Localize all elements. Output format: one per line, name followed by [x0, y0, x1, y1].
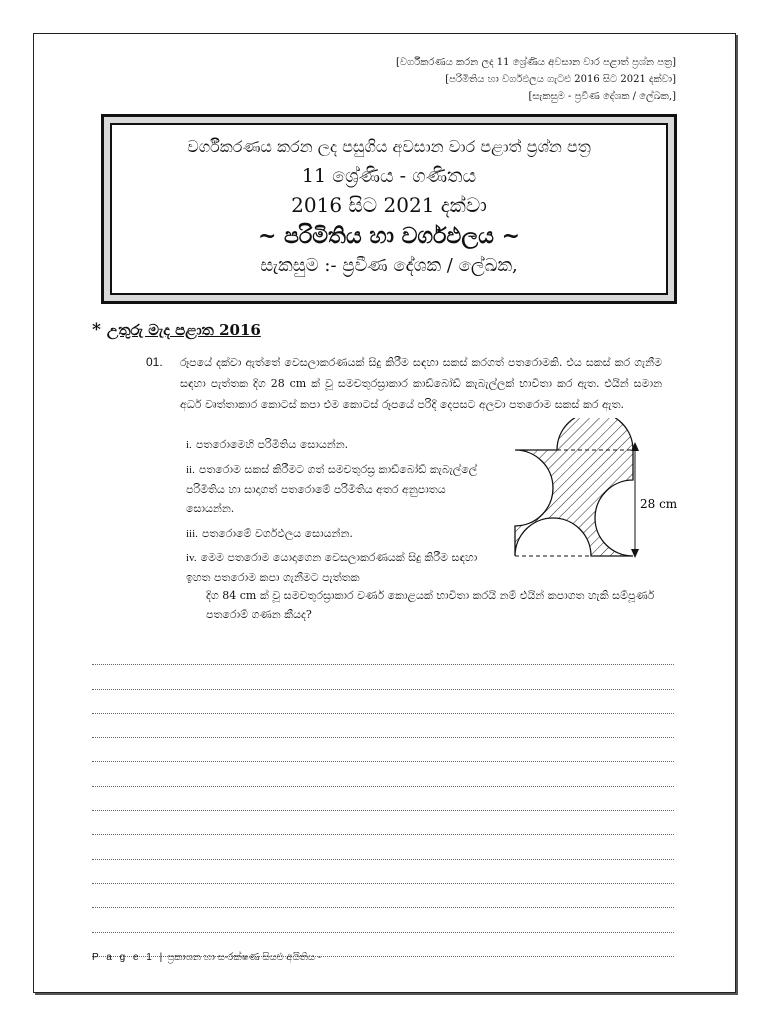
- answer-line[interactable]: [92, 738, 674, 762]
- sub-question-iii-number: iii.: [186, 528, 198, 540]
- header-tags: [396, 54, 676, 105]
- answer-line[interactable]: [92, 860, 674, 884]
- header-line-3: [සැකසුම - ප්‍රවීණ දේශක / ලේඛක,]: [528, 91, 676, 102]
- sub-question-i-text: පතරොමෙහි පරිමිතිය සොයන්න.: [195, 438, 349, 451]
- answer-lines: [92, 641, 674, 957]
- page-number: P a g e 1 |: [92, 952, 165, 963]
- answer-line[interactable]: [92, 690, 674, 714]
- sub-question-i-number: i.: [186, 439, 192, 451]
- template-shape: [515, 418, 633, 556]
- footer: [92, 952, 321, 963]
- title-line-2: 11 ශ්‍රේණිය - ගණිතය: [301, 165, 477, 187]
- answer-line[interactable]: [92, 811, 674, 835]
- answer-line[interactable]: [92, 787, 674, 811]
- question-intro: රූපයේ දක්වා ඇත්තේ වෙසලාකරණයක් සිදු කිරීම සඳහා සකස් කරගත් පතරොමකි. එය සකස් කර ගැනීම සඳහා පැත්තක දිග 28 cm ක් වූ සමචතුරස්‍රාකාර කාඩ්බෝඩ් කැබැල්ලක් භාවිතා කර ඇත. එයින් සමාන අර්ධ වෘත්තාකාර කොටස් කපා එම කොටස් රූපයේ පරිදි දෙපසට අලවා පතරොම සකස් කර ඇත.: [180, 356, 662, 411]
- sub-question-iv-text-a: මෙම පතරොම යොදාගෙන වෙසලාකරණයක් සිදු කිරීම සඳහා ඉහත පතරොම කපා ගැනීමට පැත්තක: [186, 551, 478, 584]
- sub-question-ii: [186, 460, 496, 518]
- title-line-1: වර්ගීකරණය කරන ලද පසුගිය අවසාන වාර පළාත් ප්‍රශ්න පත්‍ර: [187, 137, 591, 156]
- sub-question-i: [186, 435, 348, 455]
- sub-question-iv-text-b: දිග 84 cm ක් වූ සමචතුරස්‍රාකාර වර්ණ කොළයක් භාවිතා කරයි නම් එයින් කපාගත හැකි සම්පූර්ණ පතරොම් ගණන කීයද?: [206, 589, 655, 621]
- bullet-star: *: [92, 320, 101, 340]
- section-heading: [92, 320, 261, 340]
- title-box: [101, 114, 677, 304]
- answer-line[interactable]: [92, 908, 674, 932]
- sub-question-ii-text: පතරොම සකස් කිරීමට ගත් සමචතුරස්‍ර කාඩ්බෝඩ් කැබැල්ලේ පරිමිතිය හා සාදාගත් පතරොමේ පරිමිතිය අතර අනුපාතය සොයන්න.: [186, 463, 478, 515]
- answer-line[interactable]: [92, 835, 674, 859]
- sub-question-iv-number: iv.: [186, 552, 197, 564]
- sub-question-ii-number: ii.: [186, 464, 195, 476]
- header-line-2: [පරිමිතිය හා වර්ගඵලය ගැටළු 2016 සිට 2021 දක්වා]: [445, 74, 676, 85]
- sub-question-iii-text: පතරොමේ වර්ගඵලය සොයන්න.: [201, 527, 353, 540]
- answer-line[interactable]: [92, 884, 674, 908]
- footer-text: ප්‍රකාශන හා සංරක්ෂණ සියළු අයිතිය -: [167, 952, 322, 963]
- title-box-inner: [110, 123, 668, 295]
- sub-question-iv: [186, 548, 501, 587]
- question-number: 01.: [146, 355, 163, 369]
- title-topic: ~ පරිමිතිය හා වර්ගඵලය ~: [257, 223, 521, 249]
- answer-line[interactable]: [92, 641, 674, 665]
- dimension-arrowhead-bottom: [631, 549, 639, 558]
- answer-line[interactable]: [92, 665, 674, 689]
- sub-question-iii: [186, 524, 353, 544]
- answer-line[interactable]: [92, 714, 674, 738]
- template-figure: [510, 418, 682, 584]
- header-line-1: [වර්ගීකරණය කරන ලද 11 ශ්‍රේණිය අවසාන වාර පළාත් ප්‍රශ්න පත්‍ර]: [395, 57, 676, 68]
- answer-line[interactable]: [92, 762, 674, 786]
- section-heading-text: උතුරු මැද පළාත 2016: [106, 321, 261, 339]
- dimension-label: 28 cm: [640, 497, 678, 511]
- title-author: සැකසුම :- ප්‍රවීණ දේශක / ලේඛක,: [260, 255, 518, 276]
- title-line-3: 2016 සිට 2021 දක්වා: [291, 193, 487, 217]
